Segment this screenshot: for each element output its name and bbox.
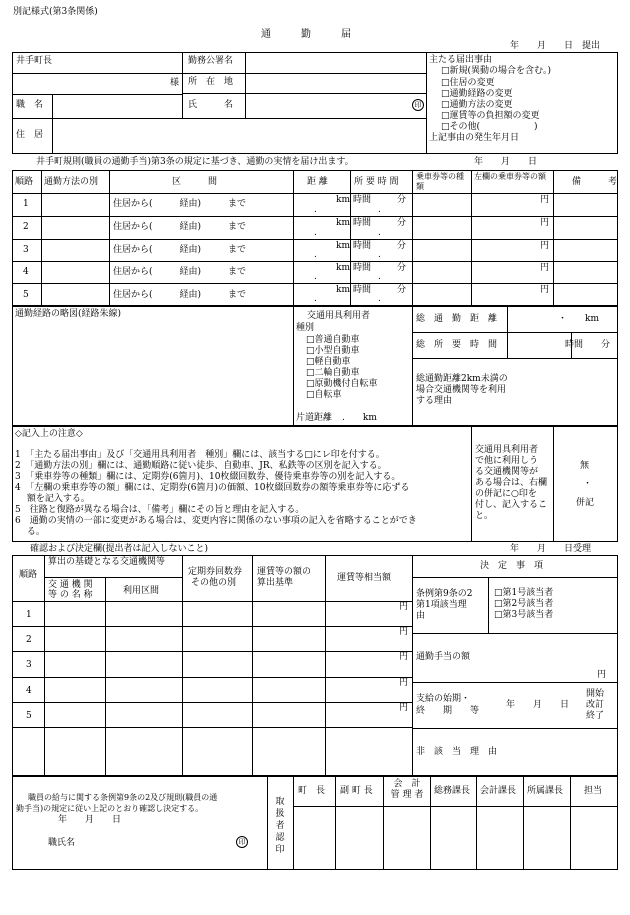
col-fare-basis-1: 運賃等の額の <box>257 567 312 577</box>
option-none: 無 <box>580 461 590 471</box>
reason-residence: □住居の変更 <box>441 78 495 88</box>
hour-unit: 時間 <box>353 263 372 273</box>
honorific: 様 <box>170 78 180 88</box>
total-time-unit: 時間 分 <box>565 340 611 350</box>
allowance-label: 通勤手当の額 <box>416 652 471 662</box>
vehicle-motorcycle: □二輪自動車 <box>306 368 360 378</box>
col-route-order: 順路 <box>18 570 37 580</box>
article-option-1: □第1号該当者 <box>494 588 554 598</box>
decimal-dot: . <box>378 250 381 260</box>
reasons-heading: 主たる届出事由 <box>429 55 493 65</box>
approver-deputy-mayor: 副 町 長 <box>340 786 373 796</box>
minute-unit: 分 <box>397 195 407 205</box>
side-note: 交通用具利用者 <box>475 445 539 455</box>
col-ticket-type: 乗車券等の種類 <box>416 172 464 191</box>
total-distance-unit: ・ km <box>558 314 599 324</box>
submission-date: 年 月 日 提出 <box>510 41 601 51</box>
note-item: 4 「左欄の乗車券等の額」欄には、定期券(6箇月)の価額、10枚綴回数券の額等乗車券等に応ずる <box>15 483 410 493</box>
hour-unit: 時間 <box>353 195 372 205</box>
row-number: 4 <box>23 267 29 277</box>
note-item: 額を記入する。 <box>15 494 90 504</box>
col-time: 所 要 時 間 <box>354 177 399 187</box>
total-time-label: 総 所 要 時 間 <box>416 340 498 350</box>
yen-unit: 円 <box>540 218 550 228</box>
row-number: 3 <box>26 660 32 670</box>
yen-unit: 円 <box>399 602 409 612</box>
col-agency-name: 交 通 機 関 等 の 名 称 <box>48 580 93 600</box>
vehicle-light: □軽自動車 <box>306 357 351 367</box>
minute-unit: 分 <box>397 285 407 295</box>
yen-unit: 円 <box>597 670 607 680</box>
col-method: 通勤方法の別 <box>44 177 99 187</box>
handler-seal-char: 取 <box>275 797 285 807</box>
row-number: 2 <box>26 635 32 645</box>
minute-unit: 分 <box>397 263 407 273</box>
period-label-1: 支給の始期・ <box>416 694 471 704</box>
decimal-dot: . <box>314 250 317 260</box>
route-table <box>12 170 618 306</box>
col-fare-amount: 運賃等相当額 <box>337 573 392 583</box>
note-item: 5 往路と復路が異なる場合は、「備考」欄にその旨と理由を記入する。 <box>15 505 305 515</box>
row-section: 住居から( 経由) まで <box>113 267 247 277</box>
col-use-section: 利用区間 <box>123 586 160 596</box>
vehicle-moped: □原動機付自転車 <box>306 379 378 389</box>
total-distance-label: 総 通 勤 距 離 <box>416 314 498 324</box>
row-number: 5 <box>26 711 32 721</box>
vehicle-small: □小型自動車 <box>306 346 360 356</box>
short-distance-reason: 総通勤距離2km未満の場合交通機関等を利用する理由 <box>416 374 508 406</box>
reason-other: □その他( ) <box>441 122 538 132</box>
minute-unit: 分 <box>397 218 407 228</box>
reason-method: □通勤方法の変更 <box>441 100 513 110</box>
side-note: と。 <box>475 511 494 521</box>
occur-date-label: 上記事由の発生年月日 <box>429 133 520 143</box>
handler-seal-char: 認 <box>275 833 285 843</box>
decimal-dot: . <box>314 228 317 238</box>
vehicle-bicycle: □自転車 <box>306 390 342 400</box>
col-order: 順路 <box>15 177 34 187</box>
footer-text: 職員の給与に関する条例第9条の2及び規則(職員の通 <box>28 793 218 802</box>
row-number: 1 <box>23 199 29 209</box>
col-pass-type-1: 定期券回数券 <box>188 567 243 577</box>
decision-heading: 決 定 事 項 <box>480 561 544 571</box>
article-option-2: □第2号該当者 <box>494 599 554 609</box>
handler-seal-char: 印 <box>275 845 285 855</box>
statement: 井手町規則(職員の通勤手当)第3条の規定に基づき、通勤の実情を届け出ます。 <box>36 157 354 167</box>
km-unit: km <box>336 241 350 251</box>
yen-unit: 円 <box>540 195 550 205</box>
address-label: 所 在 地 <box>188 77 234 87</box>
decimal-dot: . <box>378 205 381 215</box>
note-item: 2 「通勤方法の別」欄には、通勤順路に従い徒歩、自動車、JR、私鉄等の区別を記入する。 <box>15 461 387 471</box>
option-dot: ・ <box>583 479 593 489</box>
row-section: 住居から( 経由) まで <box>113 199 247 209</box>
name-label: 氏 名 <box>188 100 234 110</box>
decimal-dot: . <box>314 205 317 215</box>
vehicle-ordinary: □普通自動車 <box>306 335 360 345</box>
yen-unit: 円 <box>540 263 550 273</box>
hour-unit: 時間 <box>353 218 372 228</box>
yen-unit: 円 <box>399 627 409 637</box>
official-name-label: 職氏名 <box>48 838 76 848</box>
basis-heading: 算出の基礎となる交通機関等 <box>48 557 166 567</box>
km-unit: km <box>336 218 350 228</box>
approver-accounting: 会計課長 <box>480 786 517 796</box>
footer-date: 年 月 日 <box>58 815 122 825</box>
reason-new: □新規(異動の場合を含む。) <box>441 66 552 76</box>
period-start: 開始 <box>586 689 605 699</box>
article-reason: 第1項該当理 <box>416 600 467 610</box>
handler-seal-char: 扱 <box>275 809 285 819</box>
period-revise: 改訂 <box>586 700 605 710</box>
option-both: 併記 <box>576 498 595 508</box>
side-note: で他に利用しう <box>475 456 539 466</box>
col-pass-type-2: その他の別 <box>191 578 237 588</box>
km-unit: km <box>336 195 350 205</box>
article-reason: 由 <box>416 611 426 621</box>
decimal-dot: . <box>314 294 317 304</box>
decimal-dot: . <box>378 228 381 238</box>
yen-unit: 円 <box>399 703 409 713</box>
period-date: 年 月 日 <box>506 700 570 710</box>
row-number: 5 <box>23 290 29 300</box>
reason-route: □通勤経路の変更 <box>441 89 513 99</box>
form-title: 通 勤 届 <box>261 29 351 40</box>
dept-label: 勤務公署名 <box>188 56 234 66</box>
note-item: 3 「乗車券等の種類」欄には、定期券(6箇月)、10枚綴回数券、優待乗車券等の別を記入する。 <box>15 472 401 482</box>
row-number: 4 <box>26 686 32 696</box>
form-id: 別記様式(第3条関係) <box>13 7 98 17</box>
map-label: 通勤経路の略図(経路朱線) <box>15 309 122 319</box>
town-head: 井手町長 <box>16 56 53 66</box>
row-number: 2 <box>23 222 29 232</box>
not-applicable-reason: 非 該 当 理 由 <box>416 747 498 757</box>
yen-unit: 円 <box>399 678 409 688</box>
approver-mayor: 町 長 <box>298 786 326 796</box>
note-item: る。 <box>15 527 45 537</box>
period-end: 終了 <box>586 711 605 721</box>
residence-label: 住 居 <box>16 130 44 140</box>
post-label: 職 名 <box>16 100 44 110</box>
col-fare-basis-2: 算出基準 <box>257 578 294 588</box>
decimal-dot: . <box>378 272 381 282</box>
notes-heading: ◇記入上の注意◇ <box>15 429 83 439</box>
col-ticket-amount: 左欄の乗車券等の額 <box>474 172 546 181</box>
side-note: 付し、記入するこ <box>475 500 548 510</box>
side-note: ある場合は、右欄 <box>475 478 548 488</box>
row-section: 住居から( 経由) まで <box>113 245 247 255</box>
seal-mark: 印 <box>236 836 248 848</box>
note-item: 1 「主たる届出事由」及び「交通用具利用者 種別」欄には、該当する□にレ印を付する。 <box>15 450 385 460</box>
vehicle-kind: 種別 <box>296 323 315 333</box>
row-number: 1 <box>26 610 32 620</box>
side-note: る交通機関等が <box>475 467 539 477</box>
approver-general-affairs: 総務課長 <box>434 786 471 796</box>
handler-seal-char: 者 <box>275 821 285 831</box>
approver-accounting-manager: 会 計 管 理 者 <box>390 779 424 800</box>
article-option-3: □第3号該当者 <box>494 610 554 620</box>
decimal-dot: . <box>314 272 317 282</box>
vehicle-heading: 交通用具利用者 <box>307 311 371 321</box>
yen-unit: 円 <box>540 285 550 295</box>
col-section: 区 間 <box>172 177 218 187</box>
yen-unit: 円 <box>399 652 409 662</box>
yen-unit: 円 <box>540 241 550 251</box>
side-note: の併記に○印を <box>475 489 537 499</box>
article-reason: 条例第9条の2 <box>416 589 473 599</box>
row-section: 住居から( 経由) まで <box>113 222 247 232</box>
receipt-date: 年 月 日受理 <box>510 544 592 554</box>
col-remarks: 備 考 <box>572 177 618 187</box>
hour-unit: 時間 <box>353 285 372 295</box>
footer-text: 勤手当)の規定に従い上記のとおり確認し決定する。 <box>16 804 204 813</box>
note-item: 6 通勤の実情の一部に変更がある場合は、変更内容に関係のない事項の記入を省略することができ <box>15 516 417 526</box>
km-unit: km <box>336 285 350 295</box>
seal-mark: 印 <box>412 99 424 111</box>
row-number: 3 <box>23 245 29 255</box>
oneway-label: 片道距離 <box>296 413 333 423</box>
confirm-heading: 確認および決定欄(提出者は記入しないこと) <box>30 544 209 554</box>
approver-department: 所属課長 <box>527 786 564 796</box>
hour-unit: 時間 <box>353 241 372 251</box>
km-unit: km <box>336 263 350 273</box>
minute-unit: 分 <box>397 241 407 251</box>
col-distance: 距 離 <box>307 177 328 187</box>
reason-fare: □運賃等の負担額の変更 <box>441 111 540 121</box>
approver-staff: 担当 <box>584 786 603 796</box>
oneway-unit: . km <box>342 413 377 423</box>
period-label-2: 終 期 等 <box>416 706 480 716</box>
statement-date: 年 月 日 <box>474 157 538 167</box>
decimal-dot: . <box>378 294 381 304</box>
row-section: 住居から( 経由) まで <box>113 290 247 300</box>
